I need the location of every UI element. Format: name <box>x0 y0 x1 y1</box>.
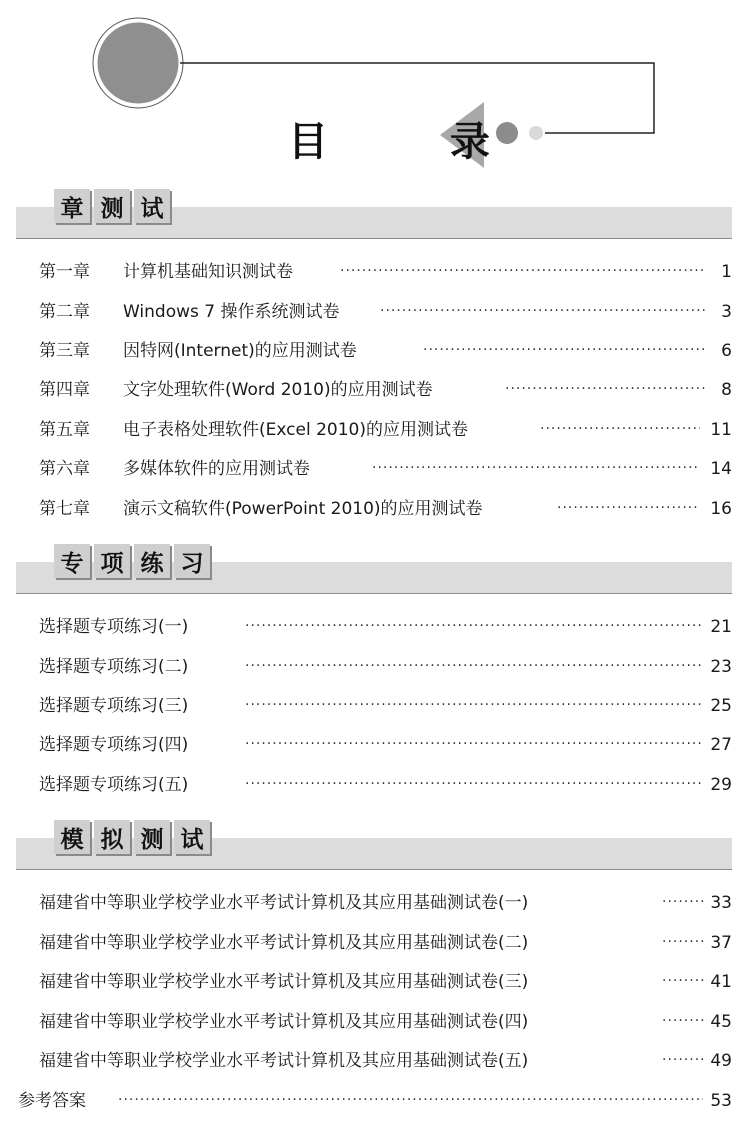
section-heading-char: 习 <box>174 544 210 578</box>
page-number: 14 <box>710 459 732 479</box>
chapter-number: 第三章 <box>39 341 90 361</box>
page-number: 16 <box>710 499 732 519</box>
chapter-number: 第一章 <box>39 262 90 282</box>
dot-leader <box>118 1088 703 1112</box>
dot-leader <box>662 890 704 914</box>
entry-title: 福建省中等职业学校学业水平考试计算机及其应用基础测试卷(五) <box>39 1051 529 1071</box>
entry-title: 选择题专项练习(五) <box>39 775 189 795</box>
entry-title: 演示文稿软件(PowerPoint 2010)的应用测试卷 <box>123 499 483 519</box>
dot-leader <box>540 417 700 441</box>
section-heading-practice <box>54 544 210 578</box>
dot-leader <box>245 772 703 796</box>
dot-leader <box>505 377 705 401</box>
page-number: 6 <box>721 341 732 361</box>
page-number: 3 <box>721 302 732 322</box>
dot-leader <box>662 1048 704 1072</box>
page-number: 29 <box>710 775 732 795</box>
dot-leader <box>380 299 705 323</box>
section-heading-char: 项 <box>94 544 130 578</box>
toc-entry-practice-2[interactable] <box>0 654 750 680</box>
toc-entry-chapter-6[interactable] <box>0 456 750 482</box>
toc-entry-chapter-1[interactable] <box>0 259 750 285</box>
section-heading-char: 拟 <box>94 820 130 854</box>
entry-title: 福建省中等职业学校学业水平考试计算机及其应用基础测试卷(二) <box>39 933 529 953</box>
chapter-number: 第五章 <box>39 420 90 440</box>
entry-title: 文字处理软件(Word 2010)的应用测试卷 <box>123 380 433 400</box>
page-number: 37 <box>710 933 732 953</box>
large-circle-ornament <box>96 21 180 105</box>
section-heading-char: 模 <box>54 820 90 854</box>
entry-title: 选择题专项练习(二) <box>39 657 189 677</box>
toc-entry-practice-5[interactable] <box>0 772 750 798</box>
toc-entry-chapter-4[interactable] <box>0 377 750 403</box>
page-number: 8 <box>721 380 732 400</box>
entry-title: 计算机基础知识测试卷 <box>123 262 293 282</box>
toc-entry-mock-5[interactable] <box>0 1048 750 1074</box>
chapter-number: 第二章 <box>39 302 90 322</box>
section-heading-char: 练 <box>134 544 170 578</box>
dot-leader <box>245 614 703 638</box>
page-number: 21 <box>710 617 732 637</box>
entry-title: 选择题专项练习(三) <box>39 696 189 716</box>
section-heading-char: 试 <box>134 189 170 223</box>
entry-title: 因特网(Internet)的应用测试卷 <box>123 341 357 361</box>
dot-leader <box>245 693 703 717</box>
section-heading-chapters <box>54 189 170 223</box>
page-number: 33 <box>710 893 732 913</box>
page-number: 1 <box>721 262 732 282</box>
page-number: 45 <box>710 1012 732 1032</box>
dot-leader <box>662 969 704 993</box>
toc-entry-chapter-3[interactable] <box>0 338 750 364</box>
page-number: 25 <box>710 696 732 716</box>
dot-leader <box>423 338 705 362</box>
toc-entry-mock-1[interactable] <box>0 890 750 916</box>
entry-title: Windows 7 操作系统测试卷 <box>123 302 340 322</box>
page-title: 目 录 <box>288 118 544 165</box>
entry-title: 选择题专项练习(四) <box>39 735 189 755</box>
toc-entry-mock-4[interactable] <box>0 1009 750 1035</box>
toc-entry-practice-4[interactable] <box>0 732 750 758</box>
dot-leader <box>557 496 700 520</box>
entry-title: 电子表格处理软件(Excel 2010)的应用测试卷 <box>123 420 468 440</box>
toc-entry-mock-2[interactable] <box>0 930 750 956</box>
entry-title: 选择题专项练习(一) <box>39 617 189 637</box>
section-heading-mock <box>54 820 210 854</box>
chapter-number: 第七章 <box>39 499 90 519</box>
dot-leader <box>662 930 704 954</box>
entry-title: 福建省中等职业学校学业水平考试计算机及其应用基础测试卷(三) <box>39 972 529 992</box>
entry-title: 福建省中等职业学校学业水平考试计算机及其应用基础测试卷(一) <box>39 893 529 913</box>
toc-entry-practice-1[interactable] <box>0 614 750 640</box>
page-number: 23 <box>710 657 732 677</box>
toc-entry-answers[interactable] <box>0 1088 750 1114</box>
page-number: 11 <box>710 420 732 440</box>
section-heading-char: 专 <box>54 544 90 578</box>
section-heading-char: 试 <box>174 820 210 854</box>
entry-title: 多媒体软件的应用测试卷 <box>123 459 310 479</box>
toc-entry-chapter-7[interactable] <box>0 496 750 522</box>
toc-entry-chapter-5[interactable] <box>0 417 750 443</box>
page-number: 41 <box>710 972 732 992</box>
page-number: 53 <box>710 1091 732 1111</box>
toc-entry-practice-3[interactable] <box>0 693 750 719</box>
page-number: 49 <box>710 1051 732 1071</box>
dot-leader <box>340 259 705 283</box>
toc-entry-mock-3[interactable] <box>0 969 750 995</box>
entry-title: 参考答案 <box>18 1091 86 1111</box>
page-number: 27 <box>710 735 732 755</box>
dot-leader <box>245 732 703 756</box>
section-heading-char: 测 <box>94 189 130 223</box>
section-heading-char: 测 <box>134 820 170 854</box>
chapter-number: 第六章 <box>39 459 90 479</box>
dot-leader <box>245 654 703 678</box>
dot-leader <box>662 1009 704 1033</box>
toc-entry-chapter-2[interactable] <box>0 299 750 325</box>
chapter-number: 第四章 <box>39 380 90 400</box>
entry-title: 福建省中等职业学校学业水平考试计算机及其应用基础测试卷(四) <box>39 1012 529 1032</box>
section-heading-char: 章 <box>54 189 90 223</box>
dot-leader <box>372 456 700 480</box>
